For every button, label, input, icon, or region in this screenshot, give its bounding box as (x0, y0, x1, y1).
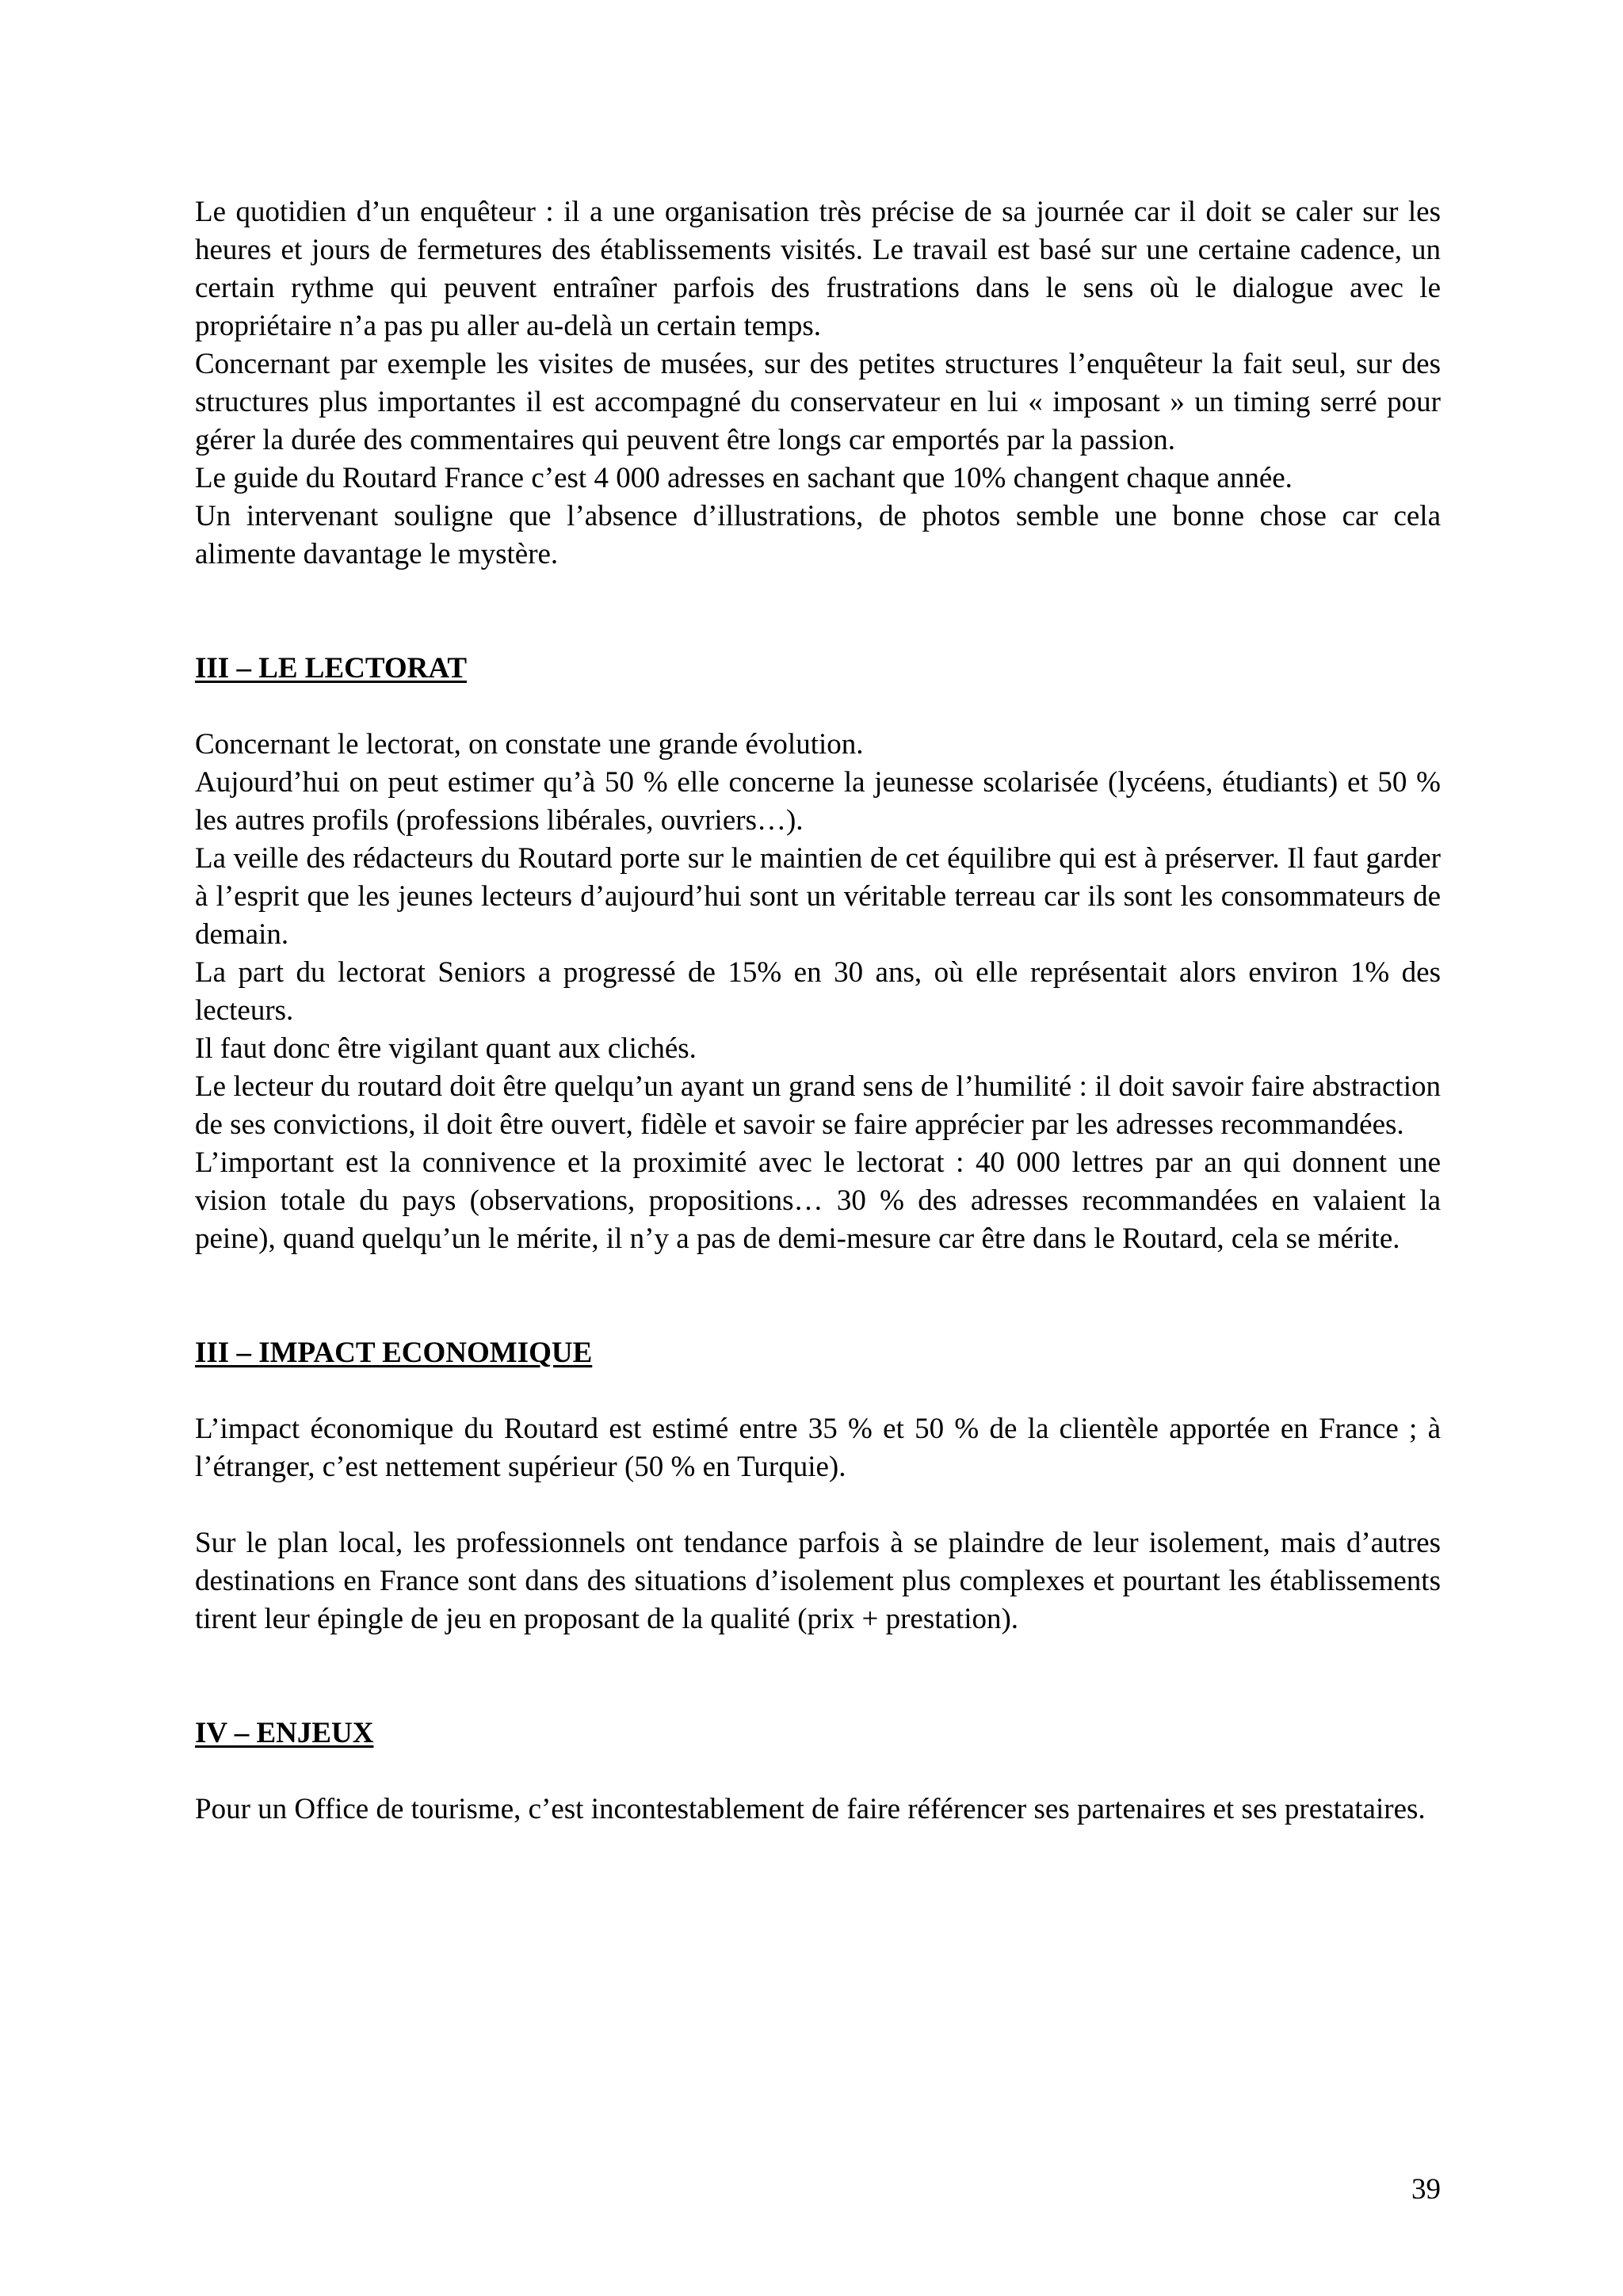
page-number: 39 (1411, 2173, 1441, 2206)
paragraph-plan-local: Sur le plan local, les professionnels ont tendance parfois à se plaindre de leur isolement, mais d’autres destinations en France sont dans des situations d’isolement plus complexes et pourtant les établissements tirent leur épingle de jeu en proposant de la qualité (prix + prestation). (195, 1527, 1441, 1635)
section-intro (195, 193, 1441, 574)
section-enjeux (195, 1714, 1441, 1829)
paragraph-impact: L’impact économique du Routard est estimé entre 35 % et 50 % de la clientèle apportée en France ; à l’étranger, c’est nettement supérieur (50 % en Turquie). (195, 1413, 1441, 1483)
paragraph-office-tourisme: Pour un Office de tourisme, c’est incontestablement de faire référencer ses partenaires et ses prestataires. (195, 1793, 1426, 1825)
paragraph-connivence: L’important est la connivence et la proximité avec le lectorat : 40 000 lettres par an qui donnent une vision totale du pays (observations, propositions… 30 % des adresses recommandées en valaient la peine), quand quelqu’un le mérite, il n’y a pas de demi-mesure car être dans le Routard, cela se mérite. (195, 1146, 1441, 1255)
section-impact-economique (195, 1334, 1441, 1638)
paragraph-seniors: La part du lectorat Seniors a progressé de 15% en 30 ans, où elle représentait alors environ 1% des lecteurs. (195, 956, 1441, 1027)
paragraph-jeunesse: Aujourd’hui on peut estimer qu’à 50 % elle concerne la jeunesse scolarisée (lycéens, étudiants) et 50 % les autres profils (professions libérales, ouvriers…). (195, 766, 1441, 837)
paragraph-musees: Concernant par exemple les visites de musées, sur des petites structures l’enquêteur la fait seul, sur des structures plus importantes il est accompagné du conservateur en lui « imposant » un timing serré pour gérer la durée des commentaires qui peuvent être longs car emportés par la passion. (195, 348, 1441, 456)
heading-spacer (195, 688, 1441, 726)
paragraph-humilite: Le lecteur du routard doit être quelqu’un ayant un grand sens de l’humilité : il doit savoir faire abstraction de ses convictions, il doit être ouvert, fidèle et savoir se faire apprécier par les adresses recommandées. (195, 1070, 1441, 1141)
heading-lectorat: III – LE LECTORAT (195, 652, 468, 685)
heading-impact-economique: III – IMPACT ECONOMIQUE (195, 1337, 593, 1369)
heading-enjeux: IV – ENJEUX (195, 1717, 374, 1749)
section-lectorat (195, 650, 1441, 1258)
heading-spacer (195, 1753, 1441, 1791)
section-spacer (195, 1258, 1441, 1334)
paragraph-cliches: Il faut donc être vigilant quant aux clichés. (195, 1032, 697, 1065)
paragraph-adresses: Le guide du Routard France c’est 4 000 adresses en sachant que 10% changent chaque année. (195, 462, 1293, 494)
paragraph-enqueteur: Le quotidien d’un enquêteur : il a une organisation très précise de sa journée car il doit se caler sur les heures et jours de fermetures des établissements visités. Le travail est basé sur une certaine cadence, un certain rythme qui peuvent entraîner parfois des frustrations dans le sens où le dialogue avec le propriétaire n’a pas pu aller au-delà un certain temps. (195, 196, 1441, 342)
paragraph-illustrations: Un intervenant souligne que l’absence d’illustrations, de photos semble une bonne chose car cela alimente davantage le mystère. (195, 500, 1441, 570)
heading-spacer (195, 1372, 1441, 1410)
section-spacer (195, 1638, 1441, 1714)
document-page (195, 193, 1441, 1829)
section-spacer (195, 574, 1441, 650)
paragraph-spacer (195, 1486, 1441, 1524)
paragraph-veille: La veille des rédacteurs du Routard porte sur le maintien de cet équilibre qui est à préserver. Il faut garder à l’esprit que les jeunes lecteurs d’aujourd’hui sont un véritable terreau car ils sont les consommateurs de demain. (195, 842, 1441, 951)
paragraph-evolution: Concernant le lectorat, on constate une grande évolution. (195, 728, 864, 761)
